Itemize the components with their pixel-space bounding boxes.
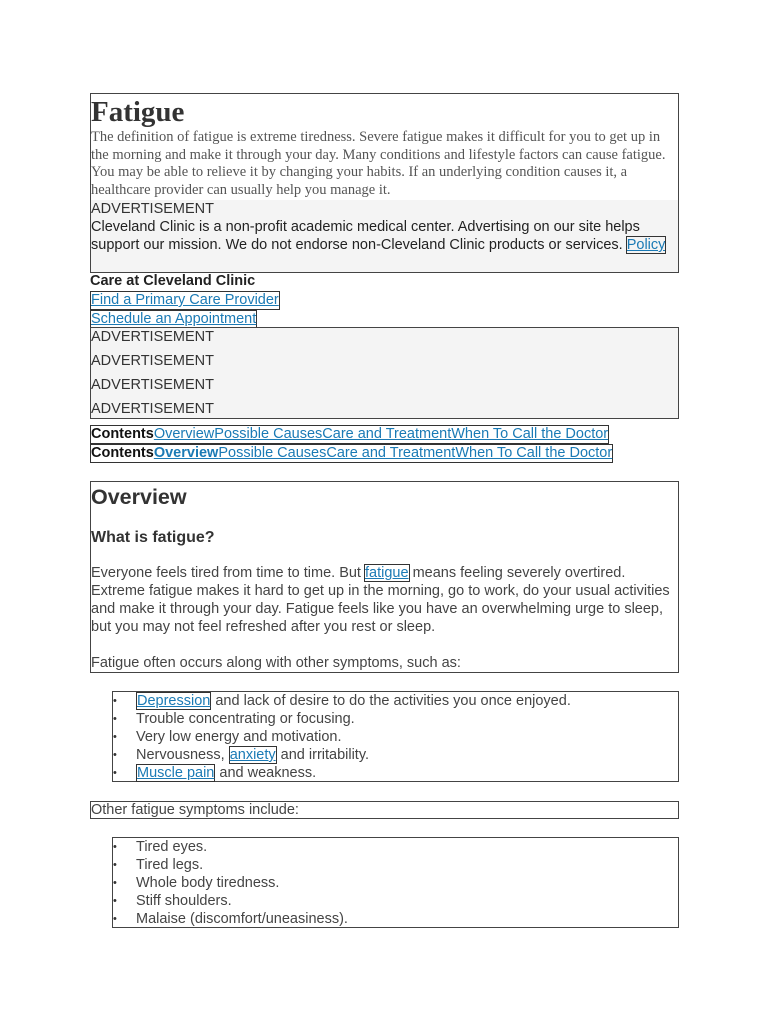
contents-call-doctor-link[interactable]: When To Call the Doctor	[455, 445, 613, 461]
care-heading: Care at Cleveland Clinic	[90, 273, 256, 289]
ads-box	[90, 327, 679, 419]
list-item: • Nervousness, anxiety and irritability.	[113, 746, 678, 764]
contents-treatment-link[interactable]: Care and Treatment	[326, 445, 456, 461]
list-item: • Tired legs.	[113, 856, 678, 874]
contents-label: Contents	[91, 445, 154, 461]
other-symptoms-intro: Other fatigue symptoms include:	[90, 801, 679, 819]
contents-nav-sticky	[90, 444, 613, 463]
other-symptoms-list	[112, 837, 679, 928]
list-item: • Stiff shoulders.	[113, 892, 678, 910]
contents-label: Contents	[91, 426, 154, 442]
ad-label: ADVERTISEMENT	[91, 201, 215, 217]
schedule-appointment-link[interactable]: Schedule an Appointment	[91, 311, 257, 327]
paragraph-text: Everyone feels tired from time to time. But	[91, 565, 365, 581]
article-intro: The definition of fatigue is extreme tiredness. Severe fatigue makes it difficult for you to get up in the morning and make it through your day. Many conditions and lifestyle factors can cause fatigue. You may be able to relieve it by changing your habits. If an underlying condition causes it, a healthcare provider can usually help you manage it.	[91, 129, 666, 199]
contents-nav	[90, 425, 609, 444]
contents-call-doctor-link[interactable]: When To Call the Doctor	[451, 426, 609, 442]
anxiety-link[interactable]: anxiety	[229, 747, 276, 763]
ad-disclaimer	[91, 218, 671, 254]
policy-link[interactable]: Policy	[626, 237, 666, 253]
overview-title: Overview	[91, 485, 187, 509]
ad-disclaimer-text: Cleveland Clinic is a non-profit academic medical center. Advertising on our site helps support our mission. We do not endorse non-Cleveland Clinic products or services.	[91, 219, 640, 253]
symptom-intro: Fatigue often occurs along with other symptoms, such as:	[91, 655, 461, 671]
list-item: • Muscle pain and weakness.	[113, 764, 678, 782]
ad-slot: ADVERTISEMENT	[91, 401, 215, 417]
contents-treatment-link[interactable]: Care and Treatment	[322, 426, 452, 442]
find-provider-link[interactable]: Find a Primary Care Provider	[91, 292, 279, 308]
list-item: • Whole body tiredness.	[113, 874, 678, 892]
depression-link[interactable]: Depression	[137, 693, 211, 709]
fatigue-link[interactable]: fatigue	[365, 565, 409, 581]
contents-causes-link[interactable]: Possible Causes	[214, 426, 323, 442]
list-item: • Malaise (discomfort/uneasiness).	[113, 910, 678, 928]
contents-causes-link[interactable]: Possible Causes	[218, 445, 327, 461]
list-item: • Tired eyes.	[113, 838, 678, 856]
ad-slot: ADVERTISEMENT	[91, 377, 215, 393]
muscle-pain-link[interactable]: Muscle pain	[137, 765, 215, 781]
page-title: Fatigue	[91, 96, 185, 128]
overview-section	[90, 481, 679, 673]
contents-overview-link-active[interactable]: Overview	[153, 445, 219, 461]
article-header	[90, 93, 679, 273]
list-item: • Very low energy and motivation.	[113, 728, 678, 746]
contents-overview-link[interactable]: Overview	[153, 426, 215, 442]
list-item: • Depression and lack of desire to do the activities you once enjoyed.	[113, 692, 678, 710]
ad-slot: ADVERTISEMENT	[91, 353, 215, 369]
symptoms-list	[112, 691, 679, 782]
paragraph-text: means feeling severely overtired. Extreme fatigue makes it hard to get up in the morning, go to work, do your usual activities and make it through your day. Fatigue feels like you have an overwhelming urge to sleep, but you may not feel refreshed after you rest or sleep.	[91, 565, 670, 635]
ad-slot: ADVERTISEMENT	[91, 329, 215, 345]
ad-notice	[91, 200, 678, 272]
overview-paragraph	[91, 564, 671, 636]
list-item: • Trouble concentrating or focusing.	[113, 710, 678, 728]
overview-subtitle: What is fatigue?	[91, 529, 215, 546]
